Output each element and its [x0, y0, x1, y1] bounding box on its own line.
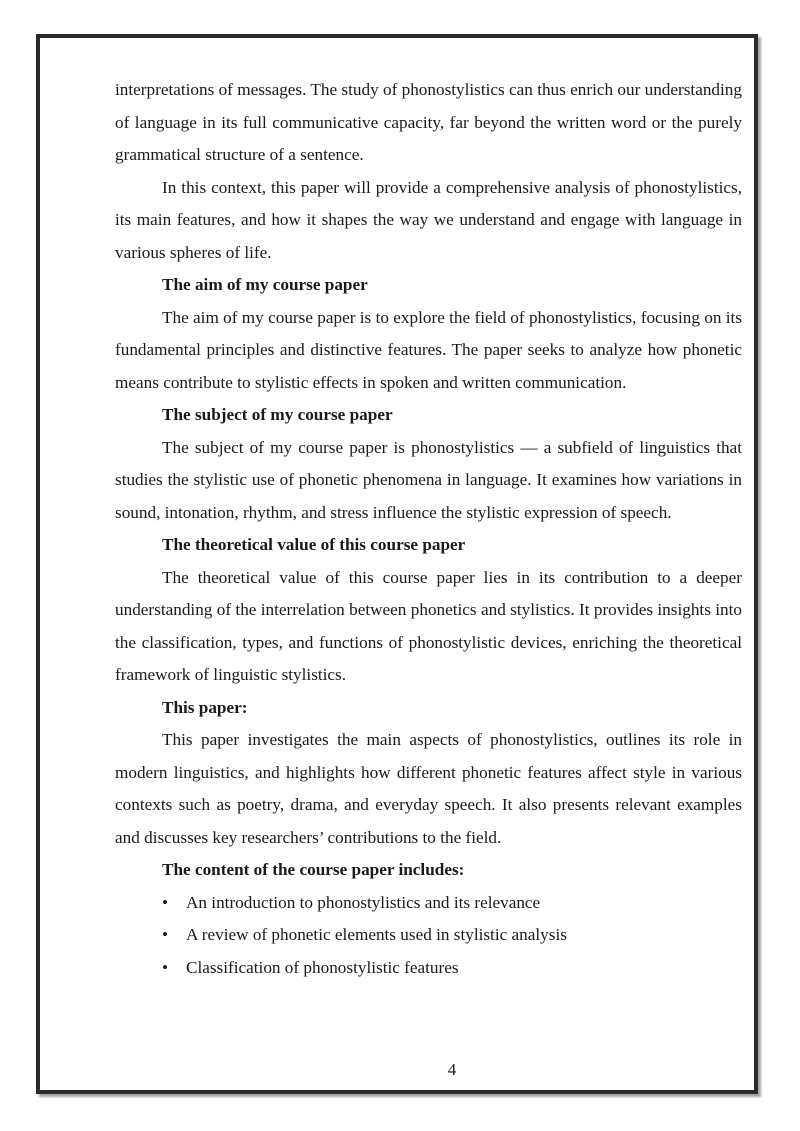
list-item — [162, 919, 742, 952]
paragraph-continuation: interpretations of messages. The study of phonostylistics can thus enrich our understanding of language in its full communicative capacity, far beyond the written word or the purely grammatical structure of a sentence. — [115, 80, 742, 164]
list-item-text: An introduction to phonostylistics and its relevance — [186, 892, 541, 912]
heading-subject: The subject of my course paper — [162, 405, 393, 424]
heading-aim: The aim of my course paper — [162, 275, 368, 294]
list-item-text: A review of phonetic elements used in stylistic analysis — [186, 925, 567, 944]
heading-this-paper: This paper: — [162, 697, 248, 717]
heading-content: The content of the course paper includes: — [162, 860, 465, 879]
list-item — [162, 887, 742, 920]
bullet-icon: • — [162, 957, 169, 977]
paragraph-context: In this context, this paper will provide a comprehensive analysis of phonostylistics, its main features, and how it shapes the way we understand and engage with language in various spheres of life. — [115, 177, 742, 262]
paragraph-theoretical-value: The theoretical value of this course paper lies in its contribution to a deeper understanding of the interrelation between phonetics and stylistics. It provides insights into the classification, types, and functions of phonostylistic devices, enriching the theoretical framework of linguistic stylistics. — [115, 567, 742, 684]
list-item-text: Classification of phonostylistic features — [186, 957, 459, 977]
paragraph-aim: The aim of my course paper is to explore the field of phonostylistics, focusing on its fundamental principles and distinctive features. The paper seeks to analyze how phonetic means contribute to stylistic effects in spoken and written communication. — [115, 307, 742, 392]
page-number: 4 — [447, 1060, 457, 1079]
paragraph-subject: The subject of my course paper is phonostylistics — a subfield of linguistics that studies the stylistic use of phonetic phenomena in language. It examines how variations in sound, intonation, rhythm, and stress influence the stylistic expression of speech. — [115, 437, 742, 522]
list-item — [162, 952, 742, 985]
heading-theoretical-value: The theoretical value of this course paper — [162, 535, 466, 554]
content-list — [115, 887, 742, 985]
bullet-icon: • — [162, 925, 169, 944]
paragraph-this-paper: This paper investigates the main aspects of phonostylistics, outlines its role in modern linguistics, and highlights how different phonetic features affect style in various contexts such as poetry, drama, and everyday speech. It also presents relevant examples and discusses key researchers’ contributions to the field. — [115, 730, 742, 847]
page-body — [115, 74, 742, 984]
bullet-icon: • — [162, 892, 169, 912]
